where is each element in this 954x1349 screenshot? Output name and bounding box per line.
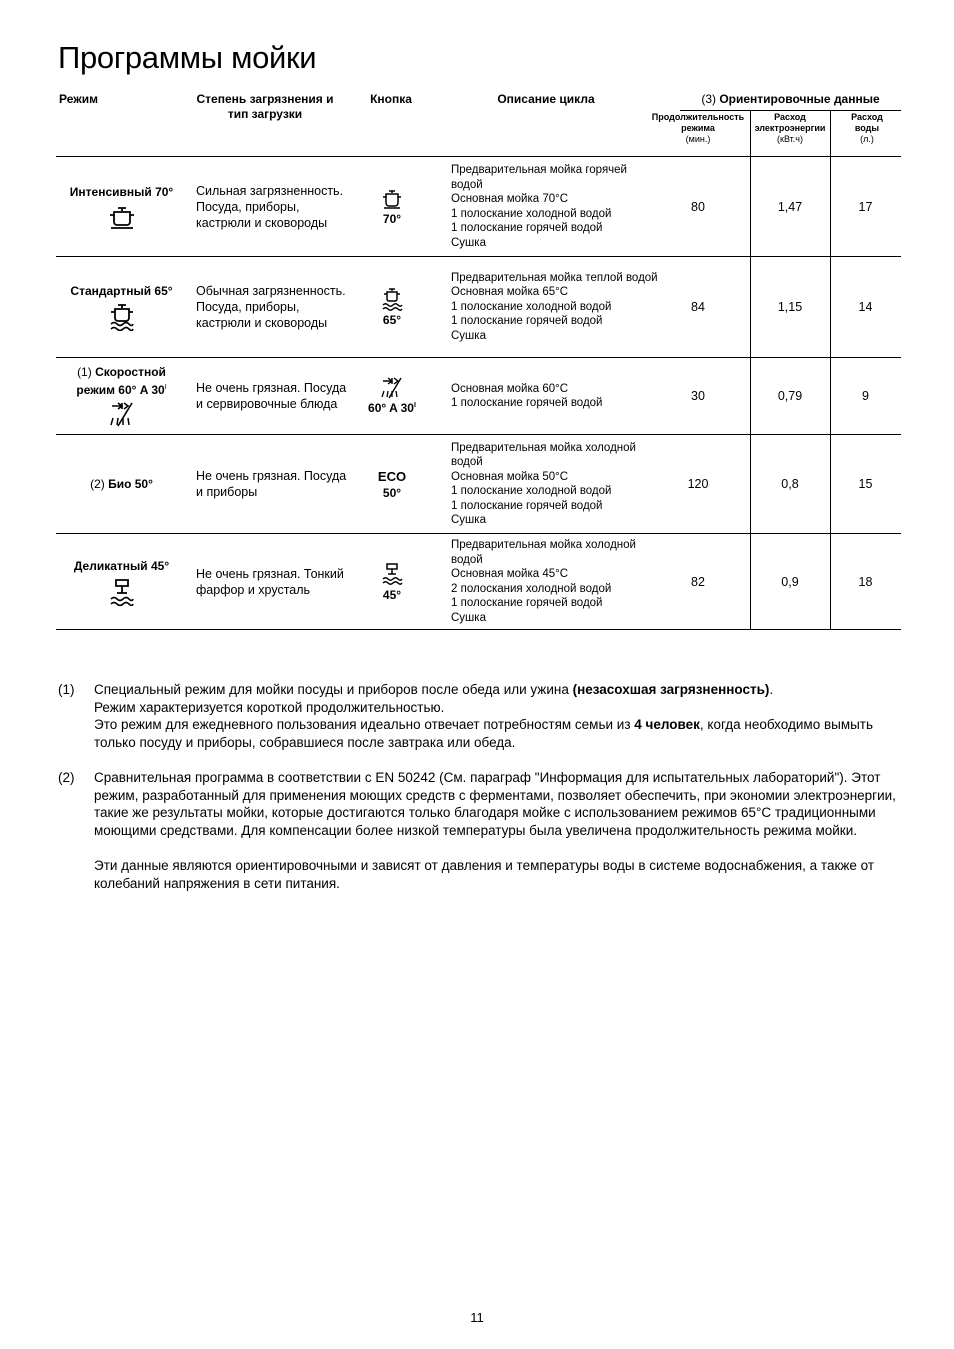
header-energy-label: Расход электроэнергии (754, 112, 826, 133)
footnote-text-part: . (769, 682, 774, 697)
pot-waves-icon (381, 287, 403, 311)
footnote-text (94, 681, 903, 699)
duration-value: 80 (691, 199, 705, 214)
glass-waves-icon (381, 562, 403, 586)
mode-note-ref: (2) (90, 477, 105, 491)
header-mode: Режим (59, 92, 98, 106)
duration-value: 82 (691, 574, 705, 589)
footnote-mark: (1) (58, 682, 75, 697)
table-row (56, 157, 901, 257)
cycle-step: 1 полоскание горячей водой (451, 315, 603, 328)
cycle-step: Основная мойка 45°C (451, 568, 569, 580)
button-cell (356, 534, 428, 629)
cycle-step: 1 полоскание холодной водой (451, 300, 612, 313)
mode-cell (56, 157, 187, 256)
table-row (56, 257, 901, 358)
cycle-cell (451, 257, 661, 357)
cycle-step: 1 полоскание горячей водой (451, 397, 603, 409)
header-duration-label: Продолжительность режима (651, 112, 745, 133)
mode-name: Стандартный 65° (70, 284, 173, 298)
cycle-step: Основная мойка 70°C (451, 193, 569, 205)
pot-waves-icon (108, 303, 136, 331)
column-divider (750, 157, 751, 256)
water-value: 17 (858, 199, 873, 214)
mode-cell (56, 257, 187, 357)
water-value: 9 (862, 389, 869, 403)
mode-name: Интенсивный 70° (69, 184, 174, 199)
column-divider (830, 110, 831, 156)
footnote-2 (58, 769, 903, 839)
mode-label: (1) Скоростной режим 60° A $30^I$ (76, 365, 167, 397)
cycle-cell (451, 534, 661, 629)
header-approx-prefix: (3) (701, 92, 716, 106)
header-energy (750, 112, 830, 145)
cycle-cell (451, 157, 661, 256)
cycle-step: Сушка (451, 611, 486, 624)
cycle-step: Предварительная мойка холодной водой (451, 539, 636, 566)
cycle-step: 1 полоскание горячей водой (451, 597, 603, 609)
footnote-text: Сравнительная программа в соответствии с EN 50242 (См. параграф "Информация для испытательных лабораторий"). Этот режим, разработанный для применения моющих средств с ферментами, позволяет обеспечить, при экономии электроэнергии, такие же результаты мойки, которые достигаются только благодаря мойке с использованием режимов 65°C традиционными моющими средствами. Для компенсации более низкой температуры была увеличена продолжительность режима мойки. (94, 770, 896, 838)
header-duration (650, 112, 746, 145)
quick-wash-icon (108, 402, 136, 428)
energy-value: 0,9 (781, 574, 799, 589)
button-cell (356, 257, 428, 357)
header-divider (680, 110, 901, 111)
footnote-text (94, 716, 903, 751)
cycle-step: Предварительная мойка теплой водой (451, 271, 658, 284)
footnote-1 (58, 681, 903, 751)
footnote-text-part: Это режим для ежедневного пользования идеально отвечает потребностям семьи из (94, 717, 635, 732)
eco-label: ECO (377, 469, 407, 484)
footnote-text-part: Специальный режим для мойки посуды и приборов после обеда или ужина (94, 682, 573, 697)
button-label: 50° (382, 486, 402, 500)
header-cycle: Описание цикла (497, 92, 595, 106)
cycle-step: Сушка (451, 236, 486, 249)
water-value: 15 (858, 477, 873, 491)
header-soil: Степень загрязнения и тип загрузки (196, 92, 334, 121)
cycle-cell (451, 435, 661, 533)
pot-icon (381, 188, 403, 210)
button-label: 65° (382, 313, 402, 327)
page-title: Программы мойки (58, 40, 317, 75)
button-label: 70° (382, 211, 402, 226)
cycle-cell (451, 358, 661, 434)
footnote-mark: (2) (58, 770, 75, 785)
soil-cell: Сильная загрязненность. Посуда, приборы, кастрюли и сковороды (196, 183, 344, 230)
header-approx (680, 92, 901, 107)
cycle-step: Сушка (451, 514, 486, 526)
button-label: 45° (382, 587, 402, 602)
cycle-step: 1 полоскание холодной водой (451, 485, 612, 497)
mode-cell (56, 534, 187, 629)
table-header (56, 88, 901, 157)
column-divider (830, 358, 831, 434)
disclaimer-text: Эти данные являются ориентировочными и зависят от давления и температуры воды в системе водоснабжения, а также от колебаний напряжения в сети питания. (94, 858, 875, 891)
header-duration-unit: (мин.) (685, 134, 711, 144)
energy-value: 0,79 (777, 389, 803, 403)
header-button: Кнопка (370, 92, 412, 106)
energy-value: 1,15 (777, 300, 803, 314)
cycle-step: Предварительная мойка горячей водой (451, 164, 627, 191)
pot-icon (108, 204, 136, 230)
header-approx-label: Ориентировочные данные (719, 92, 880, 106)
mode-note-ref: (1) (77, 365, 92, 379)
duration-value: 30 (691, 389, 705, 403)
cycle-step: 2 полоскания холодной водой (451, 582, 612, 595)
header-water-unit: (л.) (860, 134, 874, 144)
table-row (56, 435, 901, 534)
header-water (840, 112, 894, 145)
column-divider (830, 257, 831, 357)
energy-value: 1,47 (777, 199, 803, 214)
water-value: 18 (858, 574, 873, 589)
button-label-text: 60° A 30 (368, 401, 414, 415)
cycle-step: 1 полоскание горячей водой (451, 222, 603, 234)
mode-cell (56, 435, 187, 533)
soil-cell: Не очень грязная. Тонкий фарфор и хрусталь (196, 566, 344, 597)
soil-cell: Не очень грязная. Посуда и приборы (196, 469, 347, 499)
table-row (56, 358, 901, 435)
cycle-step: 1 полоскание холодной водой (451, 207, 612, 220)
column-divider (750, 257, 751, 357)
energy-value: 0,8 (781, 477, 799, 491)
mode-name: Скоростной режим 60° A 30 (76, 365, 166, 397)
duration-value: 120 (687, 477, 709, 491)
button-cell (356, 157, 428, 256)
footnote-text: Режим характеризуется короткой продолжительностью. (94, 699, 445, 715)
button-cell (356, 358, 428, 434)
cycle-step: Сушка (451, 329, 486, 342)
column-divider (750, 110, 751, 156)
duration-value: 84 (691, 300, 705, 314)
footnote-emphasis: (незасохшая загрязненность) (572, 682, 770, 697)
cycle-step: Основная мойка 65°C (451, 286, 569, 299)
cycle-step: Основная мойка 60°C (451, 382, 569, 395)
column-divider (750, 358, 751, 434)
mode-cell (56, 358, 187, 434)
footnote-emphasis: 4 человек (634, 717, 700, 732)
column-divider (750, 435, 751, 533)
page-number: 11 (470, 1310, 484, 1325)
soil-cell: Не очень грязная. Посуда и сервировочные блюда (196, 381, 347, 411)
glass-waves-icon (108, 578, 136, 606)
column-divider (750, 534, 751, 629)
header-energy-unit: (кВт.ч) (777, 134, 803, 144)
quick-wash-icon (380, 377, 404, 399)
cycle-step: 1 полоскание горячей водой (451, 499, 603, 512)
programs-table (56, 88, 901, 630)
mode-label (90, 476, 153, 492)
water-value: 14 (858, 300, 873, 314)
footnote-text-part: , когда необходимо вымыть только посуду и приборы, собравшиеся после завтрака или обеда. (94, 717, 874, 750)
footnotes (58, 681, 903, 892)
header-water-label: Расход воды (851, 112, 883, 133)
button-label: 60° A $30^I$ (368, 401, 416, 415)
soil-cell: Обычная загрязненность. Посуда, приборы, кастрюли и сковороды (196, 284, 346, 330)
mode-name: Деликатный 45° (73, 558, 170, 573)
cycle-step: Основная мойка 50°C (451, 470, 569, 483)
mode-name: Био 50° (108, 477, 153, 491)
column-divider (830, 435, 831, 533)
table-row (56, 534, 901, 630)
column-divider (830, 157, 831, 256)
button-cell (356, 435, 428, 533)
cycle-step: Предварительная мойка холодной водой (451, 441, 636, 468)
column-divider (830, 534, 831, 629)
